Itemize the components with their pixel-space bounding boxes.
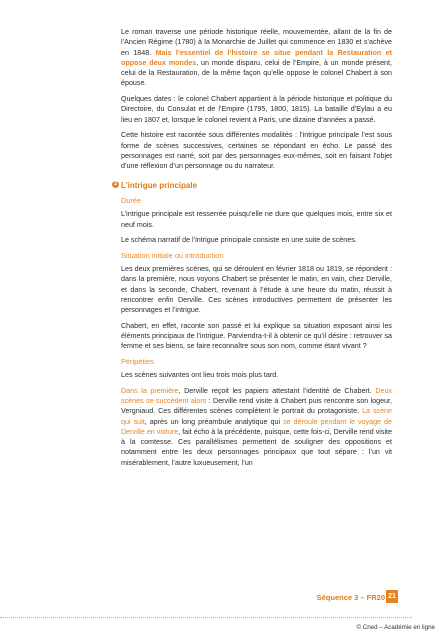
paragraph-situation-1: Les deux premières scènes, qui se déroulent en février 1818 ou 1819, se répondent : dans la première, nous voyons Chabert se présenter le matin, en vain, chez Derville, et dans la seconde, Chabert, revenant à l’étude à une heure du matin, réussit à rencontrer enfin Derville. Ces scènes introductives permettent de présenter les personnages et l’intrigue. [121,265,392,314]
subheading-peripeties: Péripéties [121,357,154,366]
paragraph-modalities: Cette histoire est racontée sous différentes modalités : l’intrigue principale l’est sous forme de scènes successives, certaines se répondant en écho. Le passé des personnages est narré, soit par des personnages eux-mêmes, soit en faisant l’objet d’une réflexion d’un personnage ou du narrateur. [121,131,392,170]
highlighted-phrase: se déroule pendant le voyage de Derville en voiture [121,417,392,436]
section-title: L’intrigue principale [121,181,198,191]
highlighted-phrase: Deux scènes se succèdent alors [121,386,392,405]
highlighted-phrase: Mais l’essentiel de l’histoire se situe pendant la Restauration et oppose deux mondes [121,48,392,67]
paragraph-peripeties-2 [121,386,392,468]
text-span: Le roman traverse une période historique réelle, mouvementée, allant de la fin de l’Ancien Régime (1780) à la Monarchie de Juillet qui commence en 1830 et s’achève en 1848. [121,28,392,57]
text-span: , après un long préambule analytique qui [144,417,284,426]
footer-sequence-label: Séquence 3 – FR20 [316,593,385,602]
text-span: , fait écho à la précédente, puisque, cette fois-ci, Derville rend visite à la comtesse. Ces parallélismes permettent de souligner des oppositions et notamment entre les deux personnages principaux que tout sépare : l’un vit misérablement, l’autre luxueusement, l’un [121,427,392,467]
text-span: , un monde disparu, celui de l’Empire, à un monde présent, celui de la Restauration, de la même façon qu’elle oppose le colonel Chabert à son épouse. [121,58,392,88]
paragraph-duree-1: L’intrigue principale est resserrée puisqu’elle ne dure que quelques mois, entre six et neuf mois. [121,210,392,229]
section-heading [113,180,392,191]
highlighted-phrase: Dans la première [121,386,179,395]
text-span: , Derville reçoit les papiers attestant l’identité de Chabert. [178,386,376,395]
highlighted-phrase: La scène qui suit [121,407,392,426]
text-span: : Derville rend visite à Chabert puis rencontre son logeur, Vergniaud. Ces différentes scènes complètent le portrait du protagoniste. [121,397,392,416]
section-number-badge: 2 [113,181,118,188]
footer-divider [0,617,412,619]
paragraph-historical-period [121,27,392,89]
paragraph-duree-2: Le schéma narratif de l’intrigue principale consiste en une suite de scènes. [121,236,357,245]
main-content [113,27,392,473]
copyright-notice: © Cned – Académie en ligne [356,624,435,631]
subheading-duree: Durée [121,196,142,206]
paragraph-situation-2: Chabert, en effet, raconte son passé et lui explique sa situation exposant ainsi les éléments principaux de l’intrigue. Parviendra-t-il à obtenir ce qu’il désire : retrouver sa femme et ses biens, se faire reconnaître sous son nom, comme étant vivant ? [121,321,392,351]
page-number-badge: 21 [386,590,398,603]
paragraph-dates: Quelques dates : le colonel Chabert appartient à la période historique et politique du Directoire, du Consulat et de l’Empire (1795, 1800, 1815). La bataille d’Eylau a eu lieu en 1807 et, lorsque le colonel revient à Paris, une dizaine d’années a passé. [121,95,392,124]
subheading-situation: Situation initiale ou introduction [121,251,224,260]
paragraph-peripeties-1: Les scènes suivantes ont lieu trois mois plus tard. [121,371,279,379]
